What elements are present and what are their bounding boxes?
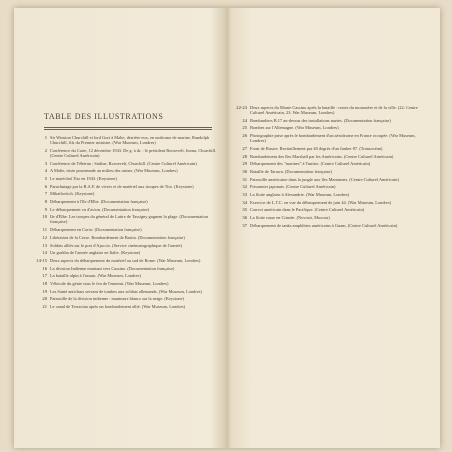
- illustration-number: 25: [242, 125, 247, 131]
- list-item: [32, 304, 218, 309]
- illustration-number: 31: [242, 176, 247, 182]
- illustration-number: 4: [44, 168, 47, 174]
- list-item: [232, 184, 428, 189]
- list-item: [32, 176, 218, 181]
- illustration-caption: Ile d'Elbe. Les troupes du général de Lattre de Tassigny gagnent la plage. (Documentation française): [50, 214, 209, 225]
- right-illustration-list: [232, 105, 428, 231]
- list-item: [32, 227, 218, 232]
- list-item: [32, 273, 218, 278]
- illustration-caption: Photographie prise après le bombardement d'un aérodrome en France occupée. (War Museum, Londres): [250, 133, 416, 144]
- illustration-caption: Débarquement de tanks amphibies américains à Guam. (Centre Culturel Américain): [250, 222, 398, 228]
- list-item: [232, 215, 428, 220]
- list-item: [232, 125, 428, 130]
- illustration-number: 28: [242, 153, 247, 159]
- list-item: [32, 135, 218, 145]
- illustration-number: 7: [44, 191, 47, 197]
- list-item: [232, 161, 428, 166]
- illustration-caption: Débarquement des "marines" à Tunisie. (Centre Culturel Américain): [250, 161, 371, 167]
- illustration-number: 30: [242, 169, 247, 174]
- illustration-number: 16: [42, 265, 47, 271]
- illustration-caption: Soldats alliés sur le port d'Ajaccio. (Service cinématographique de l'armée): [50, 242, 183, 248]
- illustration-caption: Deux aspects du débarquement du matériel au sud de Rome. (War Museum, Londres): [50, 257, 201, 263]
- illustration-number: 26: [242, 133, 247, 139]
- list-item: [32, 207, 218, 212]
- list-item: [232, 133, 428, 143]
- illustration-caption: Conférence du Caire, 12 décembre 1943. De g. à dr. : le président Roosevelt, Inonu, Churchill. (Centre Culturel Américain): [50, 147, 217, 158]
- illustration-number: 32: [242, 184, 247, 190]
- list-item: [32, 296, 218, 301]
- list-item: [232, 200, 428, 205]
- list-item: [32, 289, 218, 294]
- illustration-caption: Véhicule du génie sous le feu de l'ennemi. (War Museum, Londres): [50, 280, 169, 286]
- list-item: [32, 235, 218, 240]
- book-spread: [14, 8, 440, 448]
- title-rule-thin: [44, 129, 212, 130]
- illustration-caption: Débarquement à l'île d'Elbe. (Documentation française): [50, 199, 148, 204]
- illustration-number: 18: [42, 280, 47, 286]
- illustration-caption: Bombardement des îles Marshall par les Américains. (Centre Culturel Américain): [250, 153, 394, 159]
- illustration-number: 1: [44, 135, 47, 140]
- illustration-caption: Les Santé antichars servant de tombes aux soldats allemands. (War Museum, Londres): [50, 288, 202, 294]
- illustration-caption: La division Indienne montant vers Cassino. (Documentation française): [50, 265, 175, 271]
- illustration-number: 6: [44, 183, 47, 189]
- illustration-number: 14-15: [36, 257, 47, 263]
- left-page: [14, 8, 226, 448]
- list-item: [32, 281, 218, 286]
- list-item: [232, 223, 428, 228]
- illustration-number: 24: [242, 117, 247, 123]
- list-item: [32, 191, 218, 196]
- illustration-caption: Patrouille américaine dans la jungle aux îles Mariannes. (Centre Culturel Américain): [250, 176, 399, 182]
- list-item: [232, 177, 428, 182]
- illustration-caption: Libération de la Corse. Bombardement de Bastia. (Documentation française): [50, 234, 185, 240]
- illustration-number: 36: [242, 215, 247, 221]
- list-item: [32, 258, 218, 263]
- list-item: [32, 161, 218, 166]
- illustration-caption: Patrouille de la division indienne : manteaux blancs sur la neige. (Keystone): [50, 296, 184, 302]
- illustration-caption: Bombes sur l'Allemagne. (War Museum, Londres): [250, 125, 339, 131]
- list-item: [232, 105, 428, 115]
- illustration-number: 35: [242, 207, 247, 213]
- illustration-caption: Prisonnier japonais. (Centre Culturel Américain): [250, 184, 336, 190]
- illustration-caption: Convoi américain dans le Pacifique. (Centre Culturel Américain): [250, 207, 365, 213]
- list-item: [232, 169, 428, 174]
- illustration-caption: Parachutage par la R.A.F. de vivres et de matériel aux troupes de Tito. (Keystone): [50, 183, 194, 189]
- illustration-number: 37: [242, 222, 247, 228]
- illustration-caption: Conférence de Téhéran : Staline, Roosevelt, Churchill. (Centre Culturel Américain): [50, 160, 197, 166]
- illustration-caption: Le débarquement vu d'avion. (Documentation française): [50, 206, 150, 212]
- illustration-number: 27: [242, 145, 247, 151]
- illustration-caption: Le maréchal Tito en 1943. (Keystone): [50, 175, 117, 181]
- illustration-caption: A Malte, triste promenade au milieu des ruines. (War Museum, Londres): [50, 168, 178, 174]
- right-page: [228, 8, 440, 448]
- illustration-caption: Un gurkha de l'armée anglaise en Italie. (Keystone): [50, 250, 141, 256]
- illustration-number: 12: [42, 234, 47, 240]
- illustration-number: 22-23: [236, 105, 247, 110]
- illustration-number: 29: [242, 161, 247, 167]
- left-illustration-list: [32, 135, 218, 312]
- illustration-number: 17: [42, 273, 47, 279]
- illustration-number: 14: [42, 250, 47, 256]
- list-item: [32, 243, 218, 248]
- illustration-caption: La flotte anglaise à Alexandrie. (War Museum, Londres): [250, 192, 350, 198]
- list-item: [232, 118, 428, 123]
- illustration-caption: Sir Winston Churchill et lord Gort à Malte, derrière eux, en uniforme de marine, Randolph Churchill, fils du Premier ministre. (War Museum, Londres): [50, 135, 210, 146]
- illustration-caption: Deux aspects du Monte Cassino après la bataille : restes du monastère et de la ville. (22: Centre Culturel Américain, 23: War Museum, Londres): [250, 105, 418, 116]
- page-title: TABLE DES ILLUSTRATIONS: [44, 112, 164, 121]
- illustration-number: 21: [42, 304, 47, 310]
- illustration-caption: Débarquement en Corse. (Documentation française): [50, 227, 142, 233]
- list-item: [32, 184, 218, 189]
- illustration-number: 10: [42, 214, 47, 220]
- illustration-caption: Bombardiers B.17 au-dessus des installations nazies. (Documentation française): [250, 117, 391, 123]
- illustration-number: 33: [242, 192, 247, 198]
- list-item: [232, 154, 428, 159]
- title-rule: [44, 127, 212, 128]
- illustration-caption: Exercice de L.T.C. en vue du débarquement de juin 44. (War Museum, Londres): [250, 199, 392, 205]
- illustration-number: 13: [42, 242, 47, 248]
- illustration-number: 5: [44, 175, 47, 181]
- illustration-caption: La flotte russe en Crimée. (Novosti, Moscou): [250, 215, 330, 221]
- list-item: [232, 146, 428, 151]
- list-item: [32, 214, 218, 224]
- list-item: [32, 250, 218, 255]
- list-item: [32, 148, 218, 158]
- illustration-caption: Le canal de Terracina après un bombardement allié. (War Museum, Londres): [50, 304, 186, 310]
- illustration-number: 2: [44, 147, 47, 153]
- illustration-number: 34: [242, 199, 247, 205]
- illustration-number: 3: [44, 160, 47, 166]
- illustration-number: 11: [42, 227, 47, 233]
- illustration-number: 9: [44, 206, 47, 212]
- illustration-number: 19: [42, 288, 47, 294]
- illustration-number: 8: [44, 199, 47, 204]
- illustration-caption: Bataille de Tarawa. (Documentation française): [250, 169, 332, 174]
- illustration-number: 20: [42, 296, 47, 302]
- list-item: [232, 207, 428, 212]
- illustration-caption: La bataille alpin à l'assaut. (War Museum, Londres): [50, 273, 141, 279]
- list-item: [232, 192, 428, 197]
- list-item: [32, 199, 218, 204]
- illustration-caption: Mihailovitch. (Keystone): [50, 191, 95, 197]
- list-item: [32, 168, 218, 173]
- illustration-caption: Front de Russie. Ravitaillement par 40 degrés d'un Junker 87. (Transocéan): [250, 145, 383, 151]
- list-item: [32, 266, 218, 271]
